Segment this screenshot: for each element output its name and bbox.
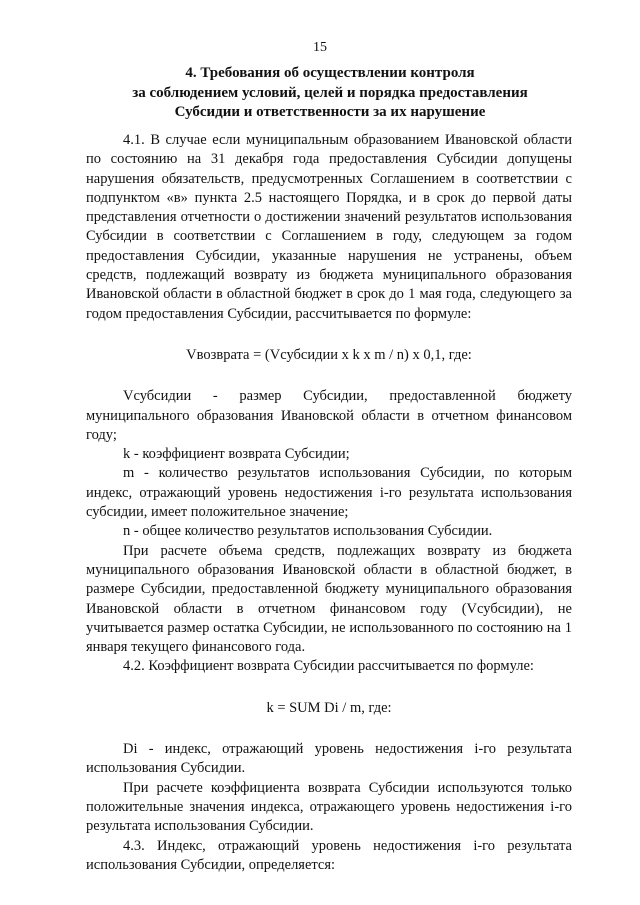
formula-coefficient: k = SUM Di / m, где: bbox=[266, 699, 392, 716]
document-body bbox=[86, 131, 572, 875]
definition-n: n - общее количество результатов использования Субсидии. bbox=[123, 523, 493, 540]
coefficient-note: При расчете коэффициента возврата Субсидии используются только положительные значения индекса, отражающего уровень недостижения i-го результата использования Субсидии. bbox=[86, 779, 572, 835]
definition-m: m - количество результатов использования Субсидии, по которым индекс, отражающий уровень недостижения i-го результата использования субсидии, имеет положительное значение; bbox=[86, 465, 572, 521]
calculation-note: При расчете объема средств, подлежащих возврату из бюджета муниципального образования Ивановской области в областной бюджет, в размере Субсидии, предоставленной бюджету муниципального образования Ивановской области в отчетном финансовом году (Vсубсидии), не учитывается размер остатка Субсидии, не использованного по состоянию на 1 января текущего финансового года. bbox=[86, 542, 572, 656]
heading-line-3: Субсидии и ответственности за их нарушение bbox=[174, 104, 486, 120]
paragraph-4-3: 4.3. Индекс, отражающий уровень недостижения i-го результата использования Субсидии, определяется: bbox=[86, 837, 572, 873]
formula-return-volume: Vвозврата = (Vсубсидии x k x m / n) x 0,1, где: bbox=[186, 346, 472, 363]
heading-line-2: за соблюдением условий, целей и порядка предоставления bbox=[132, 84, 528, 101]
section-heading bbox=[90, 64, 570, 123]
paragraph-4-2: 4.2. Коэффициент возврата Субсидии рассчитывается по формуле: bbox=[123, 658, 534, 675]
definition-di: Di - индекс, отражающий уровень недостижения i-го результата использования Субсидии. bbox=[86, 741, 572, 777]
heading-line-1: 4. Требования об осуществлении контроля bbox=[185, 65, 475, 81]
definition-v-subsidy: Vсубсидии - размер Субсидии, предоставленной бюджету муниципального образования Ивановской области в отчетном финансовом году; bbox=[86, 388, 572, 443]
page-number: 15 bbox=[313, 40, 327, 55]
paragraph-4-1: 4.1. В случае если муниципальным образованием Ивановской области по состоянию на 31 декабря года предоставления Субсидии допущены нарушения обязательств, предусмотренных Соглашением в соответствии с подпунктом «в» пункта 2.5 настоящего Порядка, и в срок до первой даты представления отчетности о достижении значений результатов использования Субсидии в соответствии с Соглашением в году, следующем за годом предоставления Субсидии, указанные нарушения не устранены, объем средств, подлежащий возврату из бюджета муниципального образования Ивановской области в областной бюджет в срок до 1 мая года, следующего за годом предоставления Субсидии, рассчитывается по формуле: bbox=[86, 132, 572, 322]
definition-k: k - коэффициент возврата Субсидии; bbox=[123, 446, 350, 463]
